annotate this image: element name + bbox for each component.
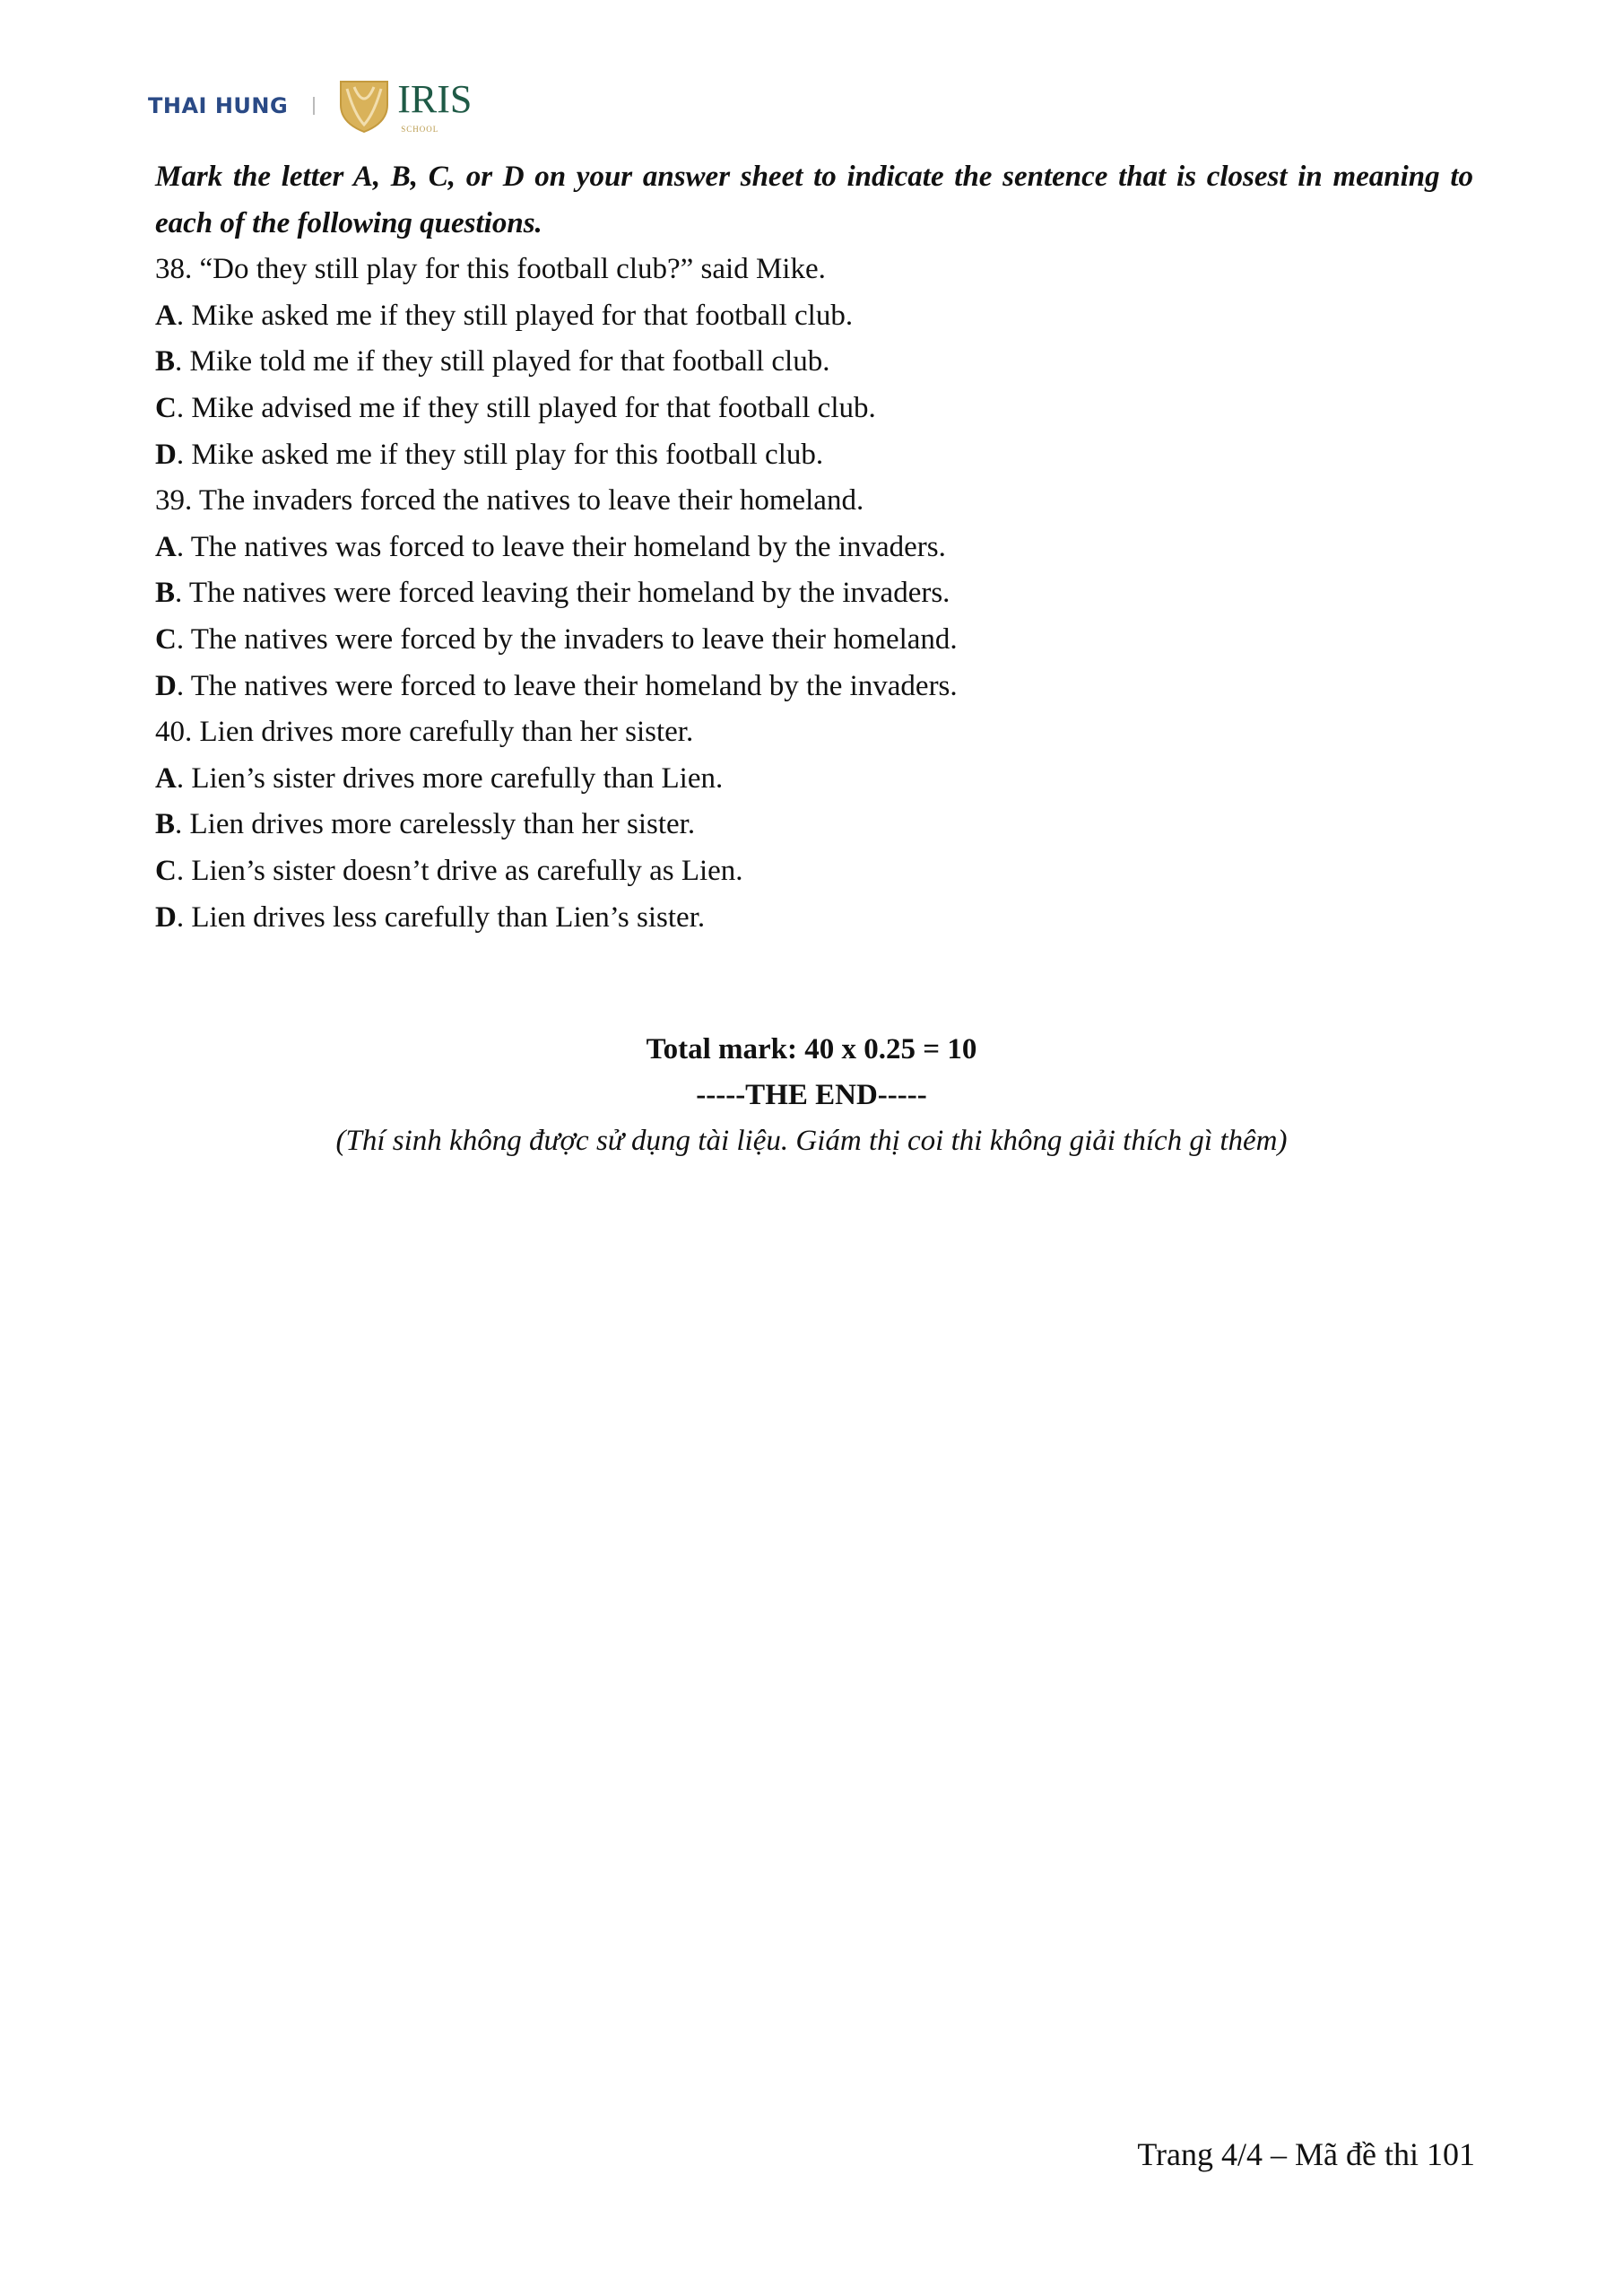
option-a — [155, 756, 1473, 803]
shield-icon — [338, 78, 390, 134]
option-text: . Mike asked me if they still played for that football club. — [176, 299, 854, 332]
option-text: . Lien drives more carelessly than her sister. — [175, 808, 696, 841]
option-b — [155, 802, 1473, 848]
brand-thai-hung: THAI HUNG — [148, 93, 289, 118]
logo-divider — [313, 97, 315, 115]
question-text: The invaders forced the natives to leave their homeland. — [198, 484, 864, 517]
option-b — [155, 339, 1473, 386]
option-d — [155, 432, 1473, 479]
option-c — [155, 617, 1473, 664]
option-text: . The natives were forced by the invaders to leave their homeland. — [176, 622, 958, 656]
option-letter: C — [155, 622, 177, 656]
option-text: . Mike advised me if they still played for that football club. — [176, 391, 876, 424]
brand-iris-sub: SCHOOL — [401, 125, 439, 134]
option-text: . Lien’s sister drives more carefully than Lien. — [176, 761, 724, 795]
option-letter: B — [155, 577, 176, 610]
option-text: . Lien drives less carefully than Lien’s sister. — [176, 900, 706, 934]
option-d — [155, 664, 1473, 710]
option-text: . The natives were forced leaving their homeland by the invaders. — [175, 577, 950, 610]
brand-iris: IRIS — [397, 77, 473, 121]
question-40 — [155, 709, 1473, 756]
option-letter: A — [155, 761, 177, 795]
option-d — [155, 895, 1473, 942]
instruction: Mark the letter A, B, C, or D on your answer sheet to indicate the sentence that is closest in meaning to each of the following questions. — [155, 161, 1473, 239]
option-letter: D — [155, 900, 177, 934]
option-letter: D — [155, 438, 177, 471]
option-text: . Lien’s sister doesn’t drive as carefully as Lien. — [176, 854, 743, 887]
option-a — [155, 525, 1473, 571]
option-text: . The natives was forced to leave their homeland by the invaders. — [176, 530, 946, 563]
question-39 — [155, 478, 1473, 525]
option-text: . Mike told me if they still played for that football club. — [175, 345, 830, 378]
the-end: -----THE END----- — [696, 1079, 927, 1111]
option-letter: B — [155, 808, 176, 841]
option-c — [155, 848, 1473, 895]
option-letter: D — [155, 669, 177, 702]
option-c — [155, 386, 1473, 432]
question-text: “Do they still play for this football club?” said Mike. — [199, 253, 826, 286]
option-letter: A — [155, 299, 177, 332]
option-text: . Mike asked me if they still play for this football club. — [176, 438, 824, 471]
option-b — [155, 570, 1473, 617]
question-text: Lien drives more carefully than her sister. — [199, 716, 694, 749]
question-38 — [155, 247, 1473, 293]
option-text: . The natives were forced to leave their homeland by the invaders. — [176, 669, 958, 702]
option-letter: C — [155, 391, 177, 424]
exam-note: (Thí sinh không được sử dụng tài liệu. Giám thị coi thi không giải thích gì thêm) — [335, 1125, 1288, 1157]
questions-section — [155, 154, 1473, 941]
page-footer: Trang 4/4 – Mã đề thi 101 — [1137, 2136, 1475, 2172]
option-letter: B — [155, 345, 176, 378]
option-a — [155, 293, 1473, 340]
school-logo — [148, 70, 472, 142]
option-letter: A — [155, 530, 177, 563]
total-mark: Total mark: 40 x 0.25 = 10 — [646, 1033, 977, 1065]
question-number: 39. — [155, 484, 193, 517]
question-number: 40. — [155, 716, 193, 749]
question-number: 38. — [155, 253, 193, 286]
option-letter: C — [155, 854, 177, 887]
